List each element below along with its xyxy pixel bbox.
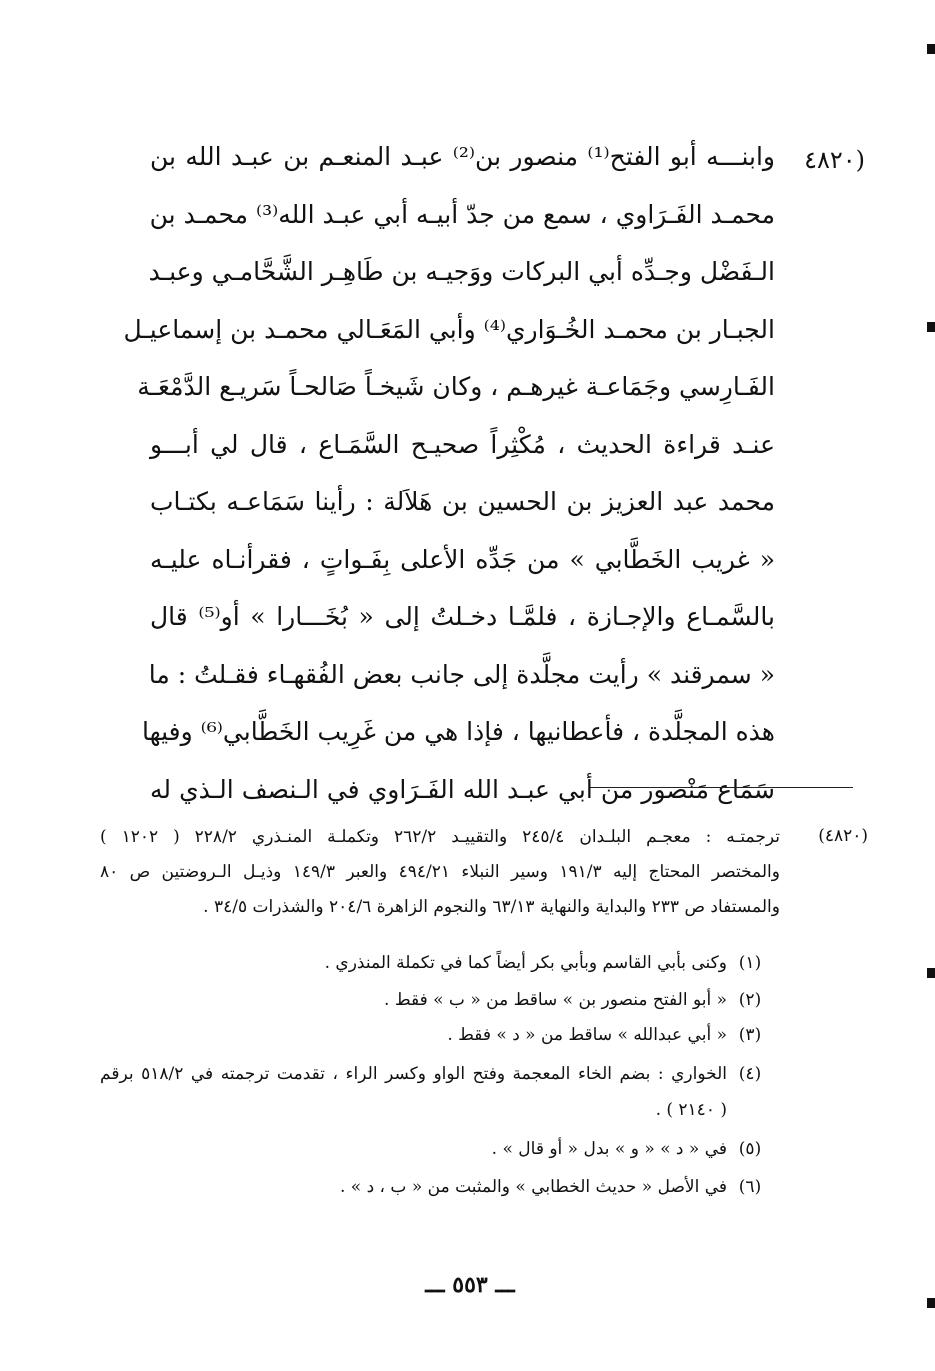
footnote-6 [100,1170,773,1204]
text-line: الجبـار بن محمـد الخُـوَاري⁽⁴⁾ وأبي المَعَـالي محمـد بن إسماعيـل [123,314,775,344]
footnote-1 [100,946,773,980]
footnote-text: « أبي عبدالله » ساقط من « د » فقط . [447,1025,727,1045]
footnote-entry-number: (٤٨٢٠) [818,826,868,846]
footnote-4 [100,1057,773,1091]
text-line: الفَـارِسي وجَمَاعـة غيرهـم ، وكان شَيخـاً صَالحـاً سَريـع الدَّمْعَـة [137,372,775,401]
sources-note [100,820,780,925]
footnote-2 [100,983,773,1017]
sources-line: والمختصر المحتاج إليه ١٩١/٣ وسير النبلاء ٤٩٤/٢١ والعبر ١٤٩/٣ وذيـل الـروضتين ص ٨٠ [100,862,780,882]
footnote-number: (٥) [738,1139,762,1159]
footnote-number: (٦) [738,1177,762,1197]
footnote-4-continuation: ( ٢١٤٠ ) . [655,1100,727,1120]
footnote-separator [590,787,853,788]
footnote-number: (٢) [738,990,762,1010]
text-line: محمـد الفَـرَاوي ، سمع من جدّ أبيـه أبي عبـد الله⁽³⁾ محمـد بن [149,199,775,229]
text-line: « سمرقند » رأيت مجلَّدة إلى جانب بعض الفُقهـاء فقـلتُ : ما [148,659,775,689]
text-line: هذه المجلَّدة ، فأعطانيها ، فإذا هي من غَرِيب الخَطَّابي⁽⁶⁾ وفيها [141,717,775,746]
footnote-5 [100,1132,773,1166]
page-number: ـــ ٥٥٣ ـــ [425,1272,515,1298]
text-line: « غريب الخَطَّابي » من جَدِّه الأعلى بِفَـواتٍ ، فقرأنـاه عليـه [150,544,775,574]
scan-edge-mark [927,1298,935,1308]
footnote-number: (٣) [738,1025,762,1045]
text-line: محمد عبد العزيز بن الحسين بن هَلاَلة : رأينا سَمَاعـه بكتـاب [150,487,775,516]
footnote-number: (٤) [738,1064,762,1084]
entry-number: (٤٨٢٠ [804,146,865,174]
footnote-text: في الأصل « حديث الخطابي » والمثبت من « ب ، د » . [339,1177,727,1197]
scan-edge-mark [927,322,935,332]
footnote-text: « أبو الفتح منصور بن » ساقط من « ب » فقط . [384,990,727,1010]
scan-edge-mark [927,968,935,978]
footnote-text: وكنى بأبي القاسم وبأبي بكر أيضاً كما في تكملة المنذري . [324,953,727,973]
text-line: عنـد قراءة الحديث ، مُكْثِراً صحيـح السَّمَـاع ، قال لي أبـــو [150,429,775,459]
sources-line: والمستفاد ص ٢٣٣ والبداية والنهاية ٦٣/١٣ والنجوم الزاهرة ٢٠٤/٦ والشذرات ٣٤/٥ . [203,897,780,917]
text-line: الـفَضْل وجـدِّه أبي البركات ووَجيـه بن طَاهِـر الشَّحَّامـي وعبـد [148,257,775,286]
footnote-3 [100,1018,773,1052]
text-line: وابنـــه أبو الفتح⁽¹⁾ منصور بن⁽²⁾ عبـد المنعـم بن عبـد الله بن [150,142,776,171]
scan-edge-mark [927,44,935,54]
text-line: بالسَّمـاع والإجـازة ، فلمَّـا دخـلتُ إلى « بُخَـــارا » أو⁽⁵⁾ قال [150,602,776,631]
footnote-number: (١) [738,953,762,973]
footnote-text: في « د » « و » بدل « أو قال » . [491,1139,727,1159]
text-line: سَمَاع مَنْصور من أبي عبـد الله الفَـرَاوي في الـنصف الـذي له [150,774,775,804]
sources-line: ترجمتـه : معجـم البلـدان ٢٤٥/٤ والتقييـد ٢٦٢/٢ وتكملـة المنـذري ٢٢٨/٢ ( ١٢٠٢ ) [100,827,780,847]
footnote-text: الخواري : بضم الخاء المعجمة وفتح الواو وكسر الراء ، تقدمت ترجمته في ٥١٨/٢ برقم [100,1064,727,1084]
biography-text [123,128,776,818]
